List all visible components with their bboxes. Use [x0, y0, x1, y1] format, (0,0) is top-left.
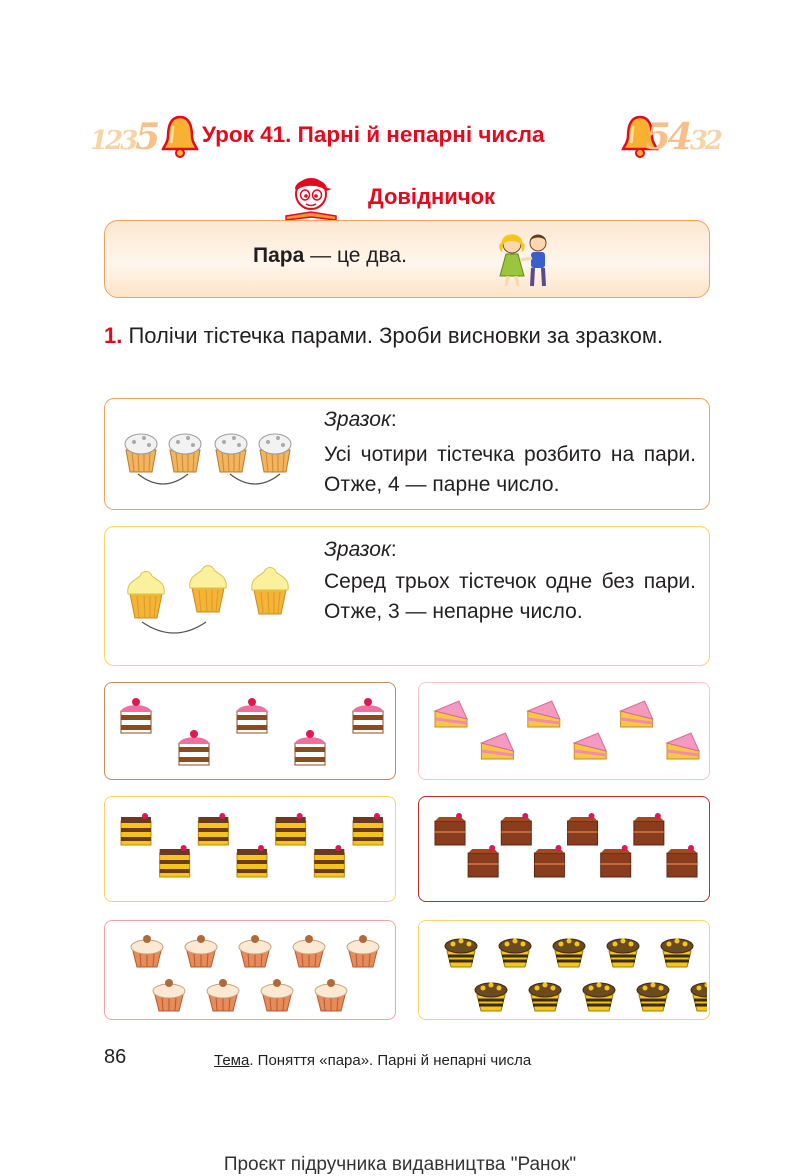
four-cupcakes-paired-illustration — [118, 422, 302, 492]
layered-cream-cake-icon — [353, 698, 383, 733]
task-number: 1. — [104, 323, 123, 348]
striped-cupcake-icon — [607, 939, 639, 968]
decorative-numbers-left: 1235 — [90, 116, 158, 158]
striped-cupcake-icon — [583, 983, 615, 1012]
chocolate-cake-icon — [435, 813, 465, 845]
striped-cupcake-icon — [475, 983, 507, 1012]
pink-cake-slice-icon — [528, 701, 560, 727]
pair-arc — [230, 474, 280, 484]
striped-cupcake-icon — [553, 939, 585, 968]
task-text: Полічи тістечка парами. Зроби висновки за зразком. — [122, 323, 664, 348]
layered-cream-cake-icon — [179, 730, 209, 765]
yellow-chocolate-cake-icon — [160, 845, 190, 877]
striped-cupcake-icon — [499, 939, 531, 968]
yellow-chocolate-cake-group — [105, 797, 393, 899]
paired-cupcake — [125, 434, 291, 472]
chocolate-cake-icon — [468, 845, 498, 877]
exercise-box — [418, 920, 710, 1020]
mascot-reading-icon — [280, 172, 342, 222]
handbook-title: Довідничок — [368, 184, 496, 209]
cream-cupcake-group — [105, 921, 393, 1017]
cream-cupcake-icon — [239, 935, 271, 967]
cream-cupcake-icon — [347, 935, 379, 967]
yellow-chocolate-cake-icon — [237, 845, 267, 877]
cream-cupcake-icon — [261, 979, 293, 1011]
lesson-header — [90, 110, 720, 160]
striped-cupcake-icon — [637, 983, 669, 1012]
cream-cupcake-icon — [293, 935, 325, 967]
striped-cupcake-icon — [529, 983, 561, 1012]
lesson-title: Урок 41. Парні й непарні числа — [202, 122, 545, 147]
pink-cake-slice-icon — [435, 701, 467, 727]
definition-term: Пара — [253, 244, 305, 267]
topic-label: Тема — [214, 1052, 250, 1069]
yellow-chocolate-cake-icon — [314, 845, 344, 877]
exercise-box — [418, 682, 710, 780]
pink-cake-slice-icon — [481, 733, 513, 759]
layered-cream-cake-group — [105, 683, 393, 777]
definition-rest: — це два. — [304, 244, 407, 267]
yellow-chocolate-cake-icon — [353, 813, 383, 845]
cream-cupcake-icon — [185, 935, 217, 967]
exercise-box — [418, 796, 710, 902]
definition-box — [104, 220, 710, 298]
striped-cupcake-icon — [661, 939, 693, 968]
pair-arc — [138, 474, 188, 484]
striped-cupcake-icon — [691, 983, 707, 1012]
sample-text: Серед трьох тістечок одне без пари. Отже, 3 — непарне число. — [324, 570, 696, 623]
layered-cream-cake-icon — [295, 730, 325, 765]
sample-label: Зразок: — [324, 538, 397, 561]
chocolate-cake-group — [419, 797, 707, 899]
chocolate-cake-icon — [534, 845, 564, 877]
exercise-box — [104, 682, 396, 780]
children-pair-icon — [492, 230, 560, 288]
chocolate-cake-icon — [601, 845, 631, 877]
sample-text: Усі чотири тістечка розбито на пари. Отже, 4 — парне число. — [324, 443, 696, 496]
striped-cupcake-group — [419, 921, 707, 1017]
pink-cake-slice-icon — [574, 733, 606, 759]
decorative-numbers-right: 5432 — [645, 116, 720, 158]
publisher-note: Проєкт підручника видавництва "Ранок" — [223, 1154, 577, 1175]
topic-text: . Поняття «пара». Парні й непарні числа — [249, 1052, 532, 1069]
chocolate-cake-icon — [667, 845, 697, 877]
chocolate-cake-icon — [501, 813, 531, 845]
three-cupcakes-illustration — [124, 562, 292, 642]
cream-cupcake-icon — [207, 979, 239, 1011]
yellow-chocolate-cake-icon — [276, 813, 306, 845]
topic-line — [214, 1052, 531, 1069]
bell-icon — [160, 114, 200, 158]
pink-cake-slice-icon — [621, 701, 653, 727]
layered-cream-cake-icon — [237, 698, 267, 733]
layered-cream-cake-icon — [121, 698, 151, 733]
sample-label: Зразок: — [324, 408, 397, 431]
cream-cupcake-icon — [315, 979, 347, 1011]
exercise-box — [104, 796, 396, 902]
exercise-box — [104, 920, 396, 1020]
pink-cake-slice-icon — [667, 733, 699, 759]
cream-cupcake-icon — [131, 935, 163, 967]
pink-cake-slice-group — [419, 683, 707, 777]
pair-arc — [142, 622, 206, 633]
chocolate-cake-icon — [634, 813, 664, 845]
definition-text — [253, 244, 407, 268]
chocolate-cake-icon — [568, 813, 598, 845]
cream-cupcake-icon — [153, 979, 185, 1011]
yellow-chocolate-cake-icon — [198, 813, 228, 845]
yellow-chocolate-cake-icon — [121, 813, 151, 845]
task-instruction — [104, 320, 710, 351]
striped-cupcake-icon — [445, 939, 477, 968]
page-number: 86 — [104, 1046, 127, 1068]
